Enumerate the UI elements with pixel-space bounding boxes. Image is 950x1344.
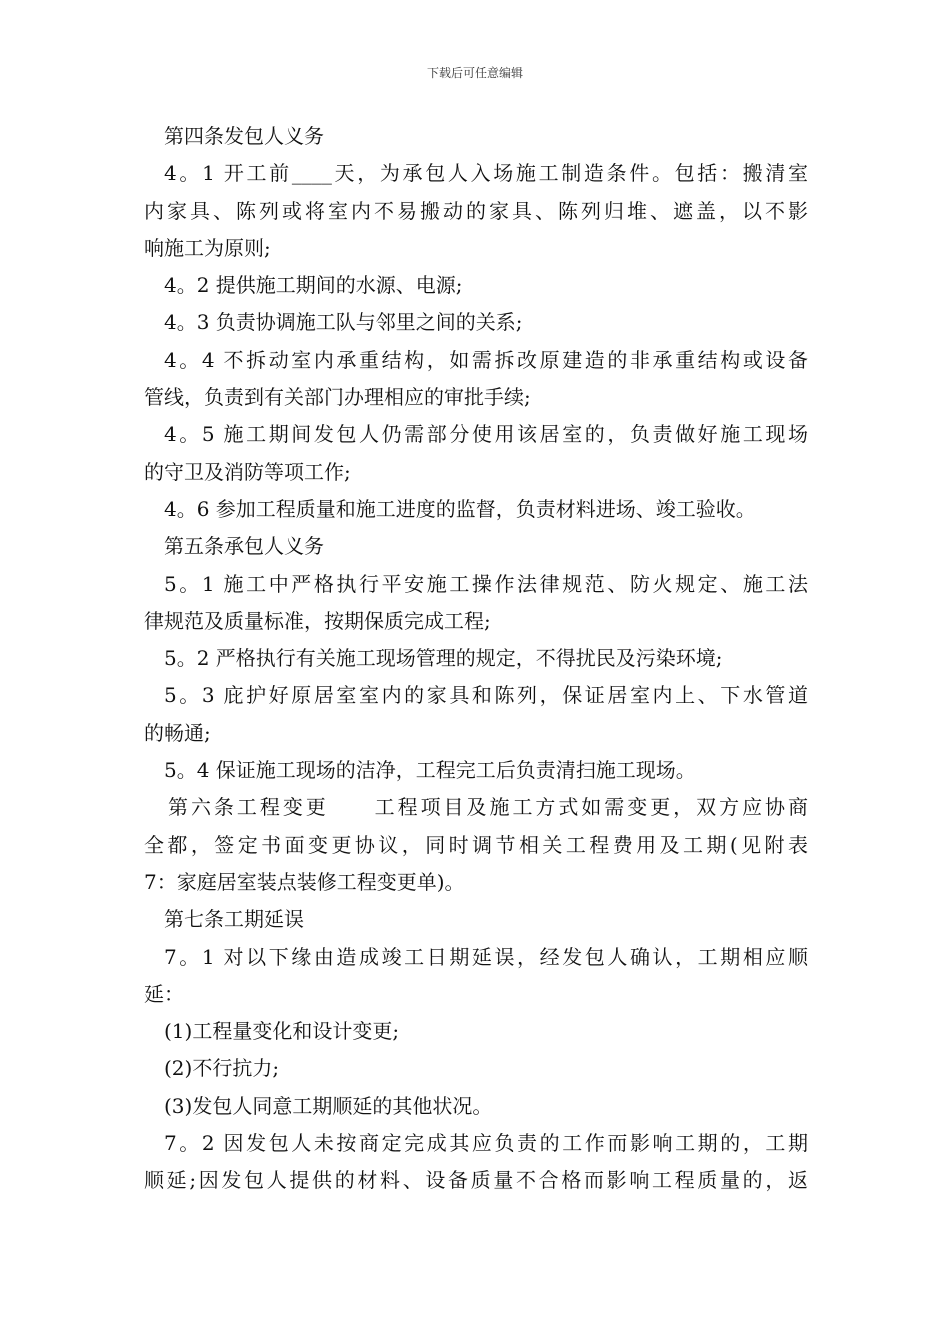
list-item: (1)工程量变化和设计变更; [164, 1019, 400, 1044]
paragraph-line: 4。5 施工期间发包人仍需部分使用该居室的，负责做好施工现场 [164, 422, 808, 447]
paragraph-line: 的守卫及消防等项工作; [144, 459, 351, 484]
paragraph-line: 顺延;因发包人提供的材料、设备质量不合格而影响工程质量的，返 [144, 1168, 808, 1193]
list-item: (3)发包人同意工期顺延的其他状况。 [164, 1093, 493, 1118]
paragraph-line: 4。1 开工前____天，为承包人入场施工制造条件。包括：搬清室 [164, 161, 808, 186]
paragraph-line: 7。1 对以下缘由造成竣工日期延误，经发包人确认，工期相应顺 [164, 944, 808, 969]
paragraph-line: 5。1 施工中严格执行平安施工操作法律规范、防火规定、施工法 [164, 571, 808, 596]
paragraph-line: 4。3 负责协调施工队与邻里之间的关系; [164, 310, 523, 335]
article-heading: 第六条工程变更 工程项目及施工方式如需变更，双方应协商 [168, 795, 808, 820]
list-item: (2)不行抗力; [164, 1056, 280, 1081]
paragraph-line: 4。6 参加工程质量和施工进度的监督，负责材料进场、竣工验收。 [164, 496, 756, 521]
paragraph-line: 7：家庭居室装点装修工程变更单)。 [144, 869, 465, 894]
paragraph-line: 5。3 庇护好原居室室内的家具和陈列，保证居室内上、下水管道 [164, 683, 808, 708]
paragraph-line: 7。2 因发包人未按商定完成其应负责的工作而影响工期的，工期 [164, 1131, 808, 1156]
article-heading: 第七条工期延误 [164, 907, 304, 932]
article-heading: 第五条承包人义务 [164, 534, 324, 559]
paragraph-line: 管线，负责到有关部门办理相应的审批手续; [144, 385, 531, 410]
paragraph-line: 响施工为原则; [144, 235, 271, 260]
paragraph-line: 5。4 保证施工现场的洁净，工程完工后负责清扫施工现场。 [164, 758, 696, 783]
paragraph-line: 全都，签定书面变更协议，同时调节相关工程费用及工期(见附表 [144, 832, 808, 857]
article-heading: 第四条发包人义务 [164, 124, 324, 148]
paragraph-line: 4。2 提供施工期间的水源、电源; [164, 273, 463, 298]
paragraph-line: 延： [144, 981, 184, 1006]
paragraph-line: 律规范及质量标准，按期保质完成工程; [144, 608, 491, 633]
paragraph-line: 内家具、陈列或将室内不易搬动的家具、陈列归堆、遮盖，以不影 [144, 198, 808, 223]
paragraph-line: 4。4 不拆动室内承重结构，如需拆改原建造的非承重结构或设备 [164, 347, 808, 372]
paragraph-line: 的畅通; [144, 720, 211, 745]
page-header: 下载后可任意编辑 [426, 66, 523, 80]
document-body [144, 118, 808, 1200]
paragraph-line: 5。2 严格执行有关施工现场管理的规定，不得扰民及污染环境; [164, 646, 723, 671]
